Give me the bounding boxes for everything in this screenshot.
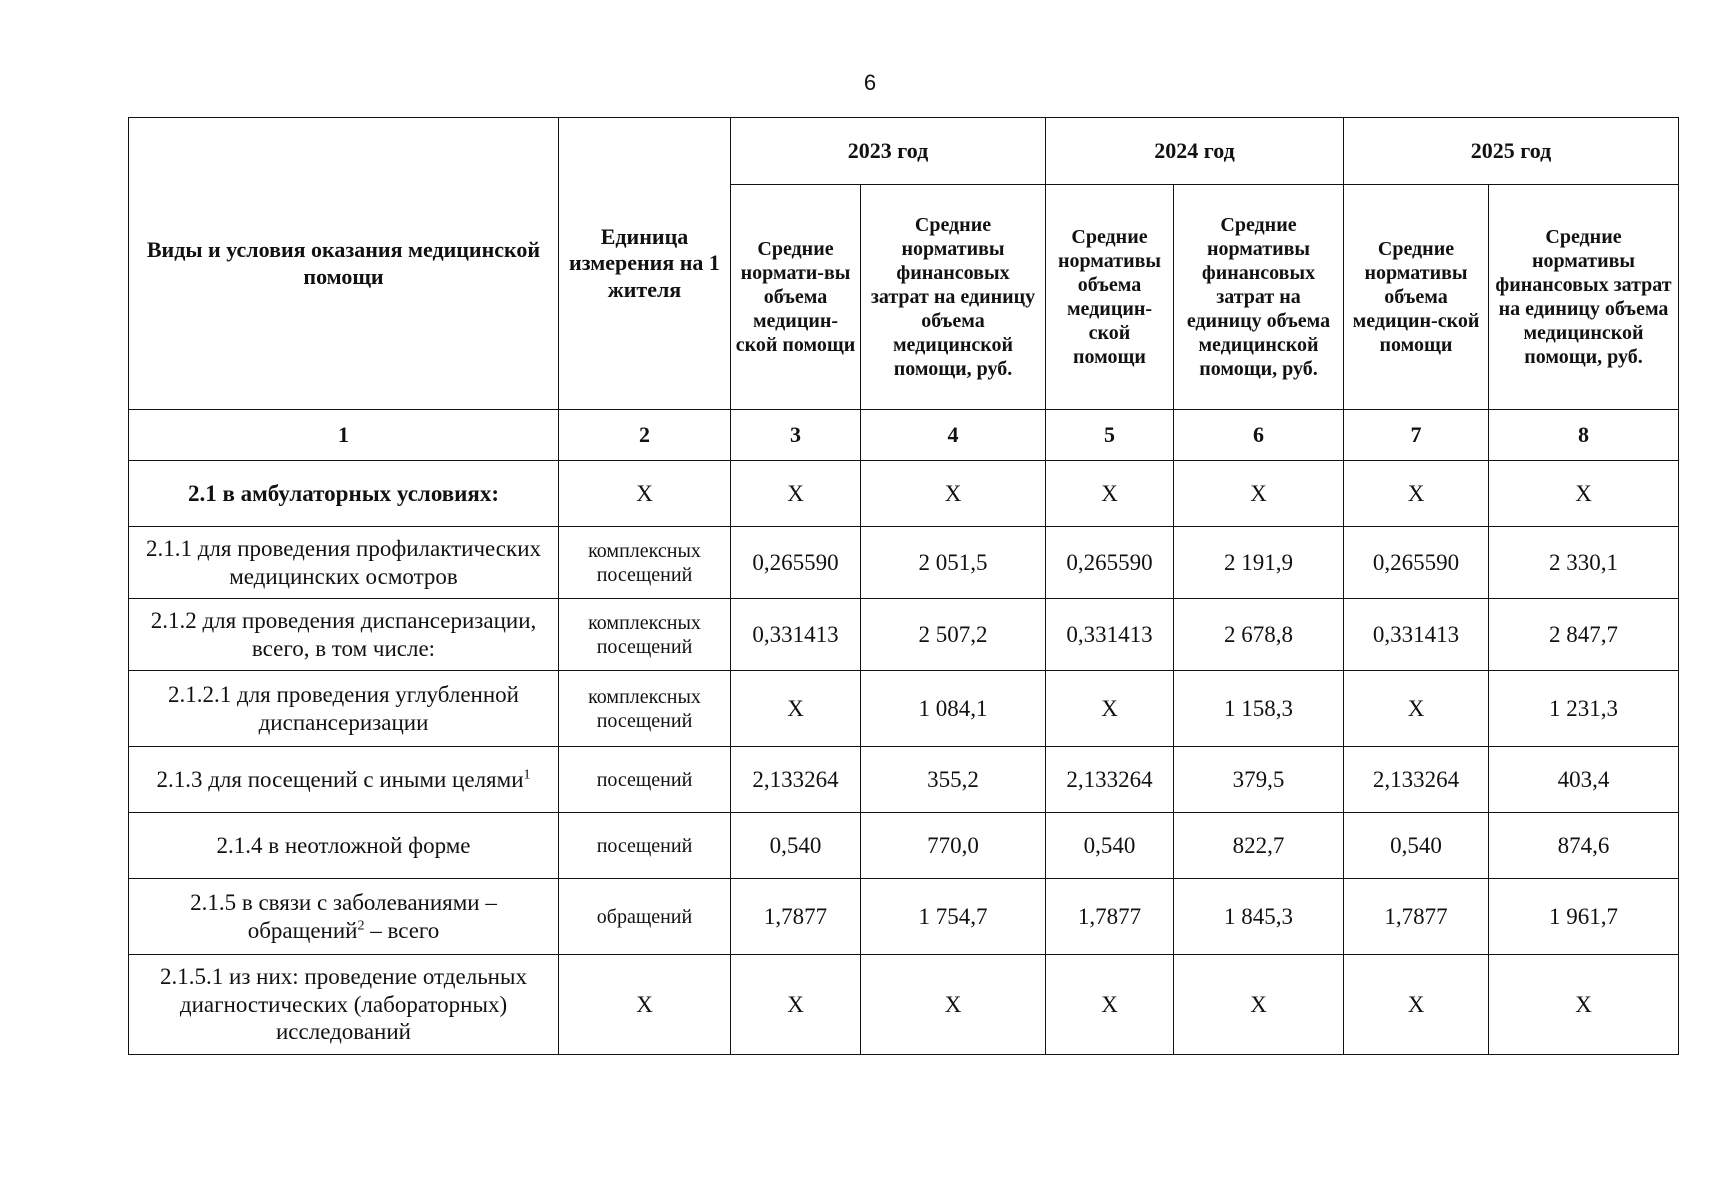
row-label: 2.1.4 в неотложной форме xyxy=(129,813,559,879)
row-label: 2.1.2 для проведения диспансеризации, всего, в том числе: xyxy=(129,599,559,671)
row-unit: посещений xyxy=(559,747,731,813)
cell-cost-2024: 822,7 xyxy=(1174,813,1344,879)
cell-cost-2025: 1 231,3 xyxy=(1489,671,1679,747)
cell-volume-2024: Х xyxy=(1046,461,1174,527)
cell-cost-2023: 770,0 xyxy=(861,813,1046,879)
row-unit: посещений xyxy=(559,813,731,879)
cell-volume-2025: 1,7877 xyxy=(1344,879,1489,955)
cell-cost-2025: Х xyxy=(1489,461,1679,527)
table-row xyxy=(129,671,1679,747)
header-volume-2023: Средние нормати-вы объема медицин-ской помощи xyxy=(731,185,861,410)
cell-volume-2024: 1,7877 xyxy=(1046,879,1174,955)
cell-volume-2023: 2,133264 xyxy=(731,747,861,813)
cell-volume-2025: 0,265590 xyxy=(1344,527,1489,599)
row-label: 2.1.2.1 для проведения углубленной диспансеризации xyxy=(129,671,559,747)
row-unit: Х xyxy=(559,461,731,527)
table-row xyxy=(129,879,1679,955)
cell-volume-2024: 2,133264 xyxy=(1046,747,1174,813)
cell-cost-2025: 1 961,7 xyxy=(1489,879,1679,955)
cell-cost-2025: 403,4 xyxy=(1489,747,1679,813)
column-number: 2 xyxy=(559,410,731,461)
table-row xyxy=(129,747,1679,813)
cell-cost-2023: 2 507,2 xyxy=(861,599,1046,671)
cell-volume-2024: Х xyxy=(1046,671,1174,747)
cell-volume-2023: 0,540 xyxy=(731,813,861,879)
column-number: 4 xyxy=(861,410,1046,461)
cell-volume-2025: Х xyxy=(1344,671,1489,747)
cell-cost-2023: 2 051,5 xyxy=(861,527,1046,599)
cell-cost-2024: 1 845,3 xyxy=(1174,879,1344,955)
cell-cost-2025: 874,6 xyxy=(1489,813,1679,879)
cell-volume-2025: Х xyxy=(1344,955,1489,1055)
column-number: 1 xyxy=(129,410,559,461)
cell-volume-2023: Х xyxy=(731,671,861,747)
row-unit: комплексных посещений xyxy=(559,599,731,671)
header-volume-2025: Средние нормативы объема медицин-ской помощи xyxy=(1344,185,1489,410)
row-unit: комплексных посещений xyxy=(559,671,731,747)
page-number: 6 xyxy=(863,70,877,95)
cell-cost-2023: Х xyxy=(861,461,1046,527)
row-label: 2.1 в амбулаторных условиях: xyxy=(129,461,559,527)
row-label xyxy=(129,879,559,955)
row-label: 2.1.1 для проведения профилактических медицинских осмотров xyxy=(129,527,559,599)
row-label xyxy=(129,747,559,813)
cell-volume-2025: 0,331413 xyxy=(1344,599,1489,671)
footnote-mark: 2 xyxy=(357,917,365,933)
normatives-table xyxy=(128,117,1679,1055)
header-year-2024: 2024 год xyxy=(1046,118,1344,185)
header-kind: Виды и условия оказания медицинской помощи xyxy=(129,118,559,410)
column-number: 7 xyxy=(1344,410,1489,461)
cell-volume-2025: Х xyxy=(1344,461,1489,527)
table-row xyxy=(129,461,1679,527)
table-row xyxy=(129,527,1679,599)
row-unit: комплексных посещений xyxy=(559,527,731,599)
cell-cost-2024: Х xyxy=(1174,955,1344,1055)
row-label-text-after: – всего xyxy=(364,917,440,943)
cell-volume-2023: 0,331413 xyxy=(731,599,861,671)
column-number: 8 xyxy=(1489,410,1679,461)
table-row xyxy=(129,599,1679,671)
cell-cost-2025: 2 330,1 xyxy=(1489,527,1679,599)
cell-cost-2024: 2 191,9 xyxy=(1174,527,1344,599)
column-number: 6 xyxy=(1174,410,1344,461)
row-label-text: 2.1.3 для посещений с иными целями xyxy=(156,766,524,792)
row-label-text: 2.1.5 в связи с заболеваниями – обращений xyxy=(190,889,497,943)
column-number: 5 xyxy=(1046,410,1174,461)
cell-volume-2024: 0,331413 xyxy=(1046,599,1174,671)
cell-volume-2024: 0,265590 xyxy=(1046,527,1174,599)
header-cost-2025: Средние нормативы финансовых затрат на единицу объема медицинской помощи, руб. xyxy=(1489,185,1679,410)
cell-volume-2023: 1,7877 xyxy=(731,879,861,955)
cell-cost-2024: 379,5 xyxy=(1174,747,1344,813)
cell-volume-2025: 0,540 xyxy=(1344,813,1489,879)
cell-cost-2024: 2 678,8 xyxy=(1174,599,1344,671)
cell-cost-2023: 1 084,1 xyxy=(861,671,1046,747)
header-unit: Единица измерения на 1 жителя xyxy=(559,118,731,410)
cell-volume-2023: 0,265590 xyxy=(731,527,861,599)
cell-volume-2024: Х xyxy=(1046,955,1174,1055)
row-unit: Х xyxy=(559,955,731,1055)
header-cost-2023: Средние нормативы финансовых затрат на единицу объема медицинской помощи, руб. xyxy=(861,185,1046,410)
cell-cost-2023: 355,2 xyxy=(861,747,1046,813)
cell-cost-2025: 2 847,7 xyxy=(1489,599,1679,671)
cell-volume-2023: Х xyxy=(731,461,861,527)
cell-volume-2023: Х xyxy=(731,955,861,1055)
header-row-years xyxy=(129,118,1679,185)
table-row xyxy=(129,955,1679,1055)
table-row xyxy=(129,813,1679,879)
column-numbers-row xyxy=(129,410,1679,461)
row-label: 2.1.5.1 из них: проведение отдельных диагностических (лабораторных) исследований xyxy=(129,955,559,1055)
header-volume-2024: Средние нормативы объема медицин-ской помощи xyxy=(1046,185,1174,410)
cell-cost-2024: Х xyxy=(1174,461,1344,527)
cell-volume-2024: 0,540 xyxy=(1046,813,1174,879)
cell-cost-2025: Х xyxy=(1489,955,1679,1055)
cell-cost-2023: 1 754,7 xyxy=(861,879,1046,955)
column-number: 3 xyxy=(731,410,861,461)
header-year-2025: 2025 год xyxy=(1344,118,1679,185)
header-cost-2024: Средние нормативы финансовых затрат на единицу объема медицинской помощи, руб. xyxy=(1174,185,1344,410)
footnote-mark: 1 xyxy=(523,767,531,783)
row-unit: обращений xyxy=(559,879,731,955)
cell-cost-2024: 1 158,3 xyxy=(1174,671,1344,747)
cell-volume-2025: 2,133264 xyxy=(1344,747,1489,813)
cell-cost-2023: Х xyxy=(861,955,1046,1055)
header-year-2023: 2023 год xyxy=(731,118,1046,185)
